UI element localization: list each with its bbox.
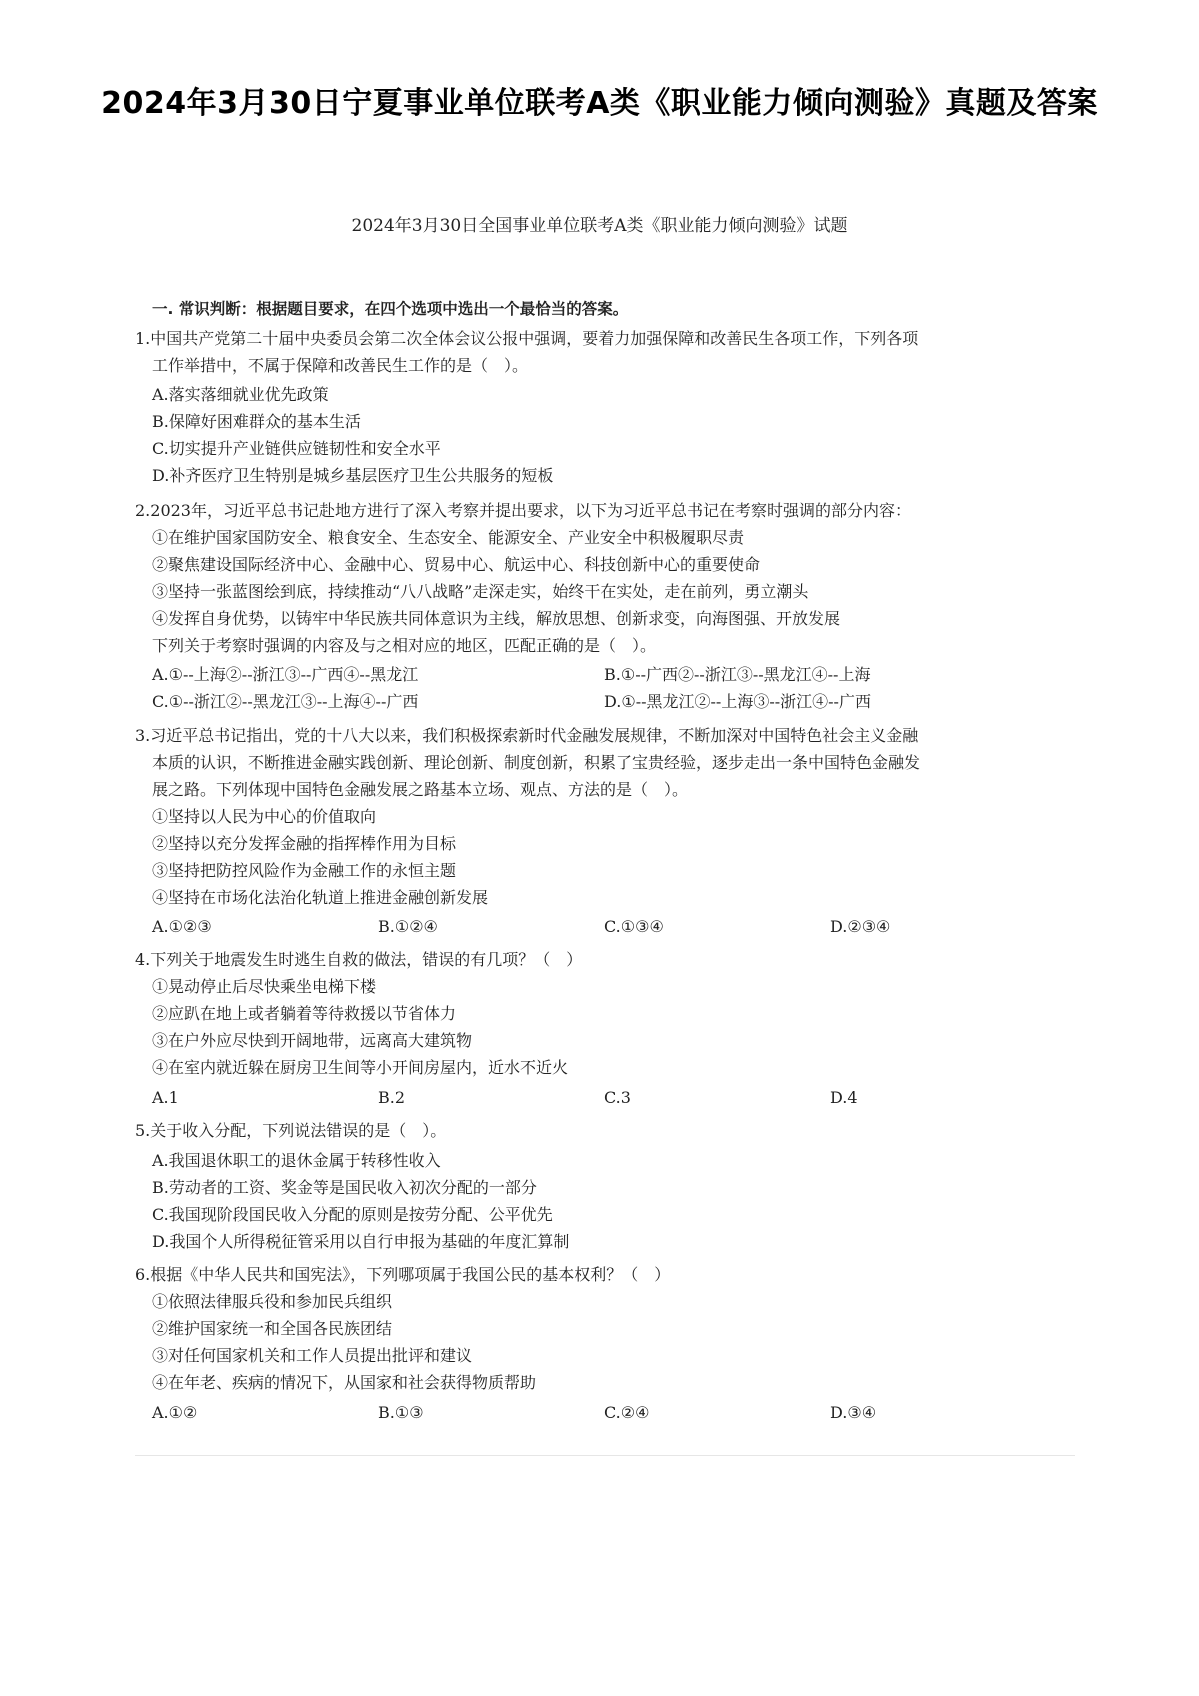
question-5-option-d: D.我国个人所得税征管采用以自行申报为基础的年度汇算制 bbox=[152, 1232, 570, 1251]
question-2-option-d: D.①--黑龙江②--上海③--浙江④--广西 bbox=[604, 692, 871, 711]
question-1-stem-line-2: 工作举措中，不属于保障和改善民生工作的是（ ）。 bbox=[152, 356, 529, 375]
question-6-item-1: ①依照法律服兵役和参加民兵组织 bbox=[152, 1292, 393, 1311]
question-4-item-3: ③在户外应尽快到开阔地带，远离高大建筑物 bbox=[152, 1031, 473, 1050]
question-2-item-4: ④发挥自身优势，以铸牢中华民族共同体意识为主线，解放思想、创新求变，向海图强、开放发展 bbox=[152, 609, 841, 628]
question-1-option-a: A.落实落细就业优先政策 bbox=[152, 385, 329, 404]
question-4-item-1: ①晃动停止后尽快乘坐电梯下楼 bbox=[152, 977, 377, 996]
question-6-option-b: B.①③ bbox=[378, 1403, 424, 1422]
question-2-stem-line-2: 下列关于考察时强调的内容及与之相对应的地区，匹配正确的是（ ）。 bbox=[152, 636, 657, 655]
question-2-option-a: A.①--上海②--浙江③--广西④--黑龙江 bbox=[152, 665, 419, 684]
question-6-item-4: ④在年老、疾病的情况下，从国家和社会获得物质帮助 bbox=[152, 1373, 537, 1392]
question-3-item-3: ③坚持把防控风险作为金融工作的永恒主题 bbox=[152, 861, 457, 880]
document-title: 2024年3月30日宁夏事业单位联考A类《职业能力倾向测验》真题及答案 bbox=[101, 86, 1098, 121]
question-3-option-c: C.①③④ bbox=[604, 917, 664, 936]
question-5-option-c: C.我国现阶段国民收入分配的原则是按劳分配、公平优先 bbox=[152, 1205, 553, 1224]
question-2-stem-line-1: 2.2023年，习近平总书记赴地方进行了深入考察并提出要求，以下为习近平总书记在考察时强调的部分内容： bbox=[135, 501, 911, 520]
question-5-stem: 5.关于收入分配，下列说法错误的是（ ）。 bbox=[135, 1121, 447, 1140]
question-6-option-d: D.③④ bbox=[830, 1403, 877, 1422]
question-3-option-b: B.①②④ bbox=[378, 917, 438, 936]
question-4-option-c: C.3 bbox=[604, 1088, 631, 1107]
question-3-item-4: ④坚持在市场化法治化轨道上推进金融创新发展 bbox=[152, 888, 489, 907]
page-divider bbox=[135, 1455, 1075, 1456]
exam-subtitle: 2024年3月30日全国事业单位联考A类《职业能力倾向测验》试题 bbox=[351, 216, 848, 236]
question-6-option-c: C.②④ bbox=[604, 1403, 650, 1422]
question-1-stem-line-1: 1.中国共产党第二十届中央委员会第二次全体会议公报中强调，要着力加强保障和改善民生各项工作，下列各项 bbox=[135, 329, 919, 348]
question-4-item-2: ②应趴在地上或者躺着等待救援以节省体力 bbox=[152, 1004, 457, 1023]
question-2-item-3: ③坚持一张蓝图绘到底，持续推动“八八战略”走深走实，始终干在实处，走在前列，勇立潮头 bbox=[152, 582, 809, 601]
question-3-stem-line-2: 本质的认识，不断推进金融实践创新、理论创新、制度创新，积累了宝贵经验，逐步走出一条中国特色金融发 bbox=[152, 753, 921, 772]
question-6-stem: 6.根据《中华人民共和国宪法》，下列哪项属于我国公民的基本权利？（ ） bbox=[135, 1265, 671, 1284]
question-2-option-c: C.①--浙江②--黑龙江③--上海④--广西 bbox=[152, 692, 419, 711]
question-2-option-b: B.①--广西②--浙江③--黑龙江④--上海 bbox=[604, 665, 871, 684]
question-4-option-b: B.2 bbox=[378, 1088, 406, 1107]
question-4-option-a: A.1 bbox=[152, 1088, 179, 1107]
question-3-item-1: ①坚持以人民为中心的价值取向 bbox=[152, 807, 377, 826]
question-3-stem-line-1: 3.习近平总书记指出，党的十八大以来，我们积极探索新时代金融发展规律，不断加深对中国特色社会主义金融 bbox=[135, 726, 919, 745]
question-3-option-a: A.①②③ bbox=[152, 917, 212, 936]
question-2-item-2: ②聚焦建设国际经济中心、金融中心、贸易中心、航运中心、科技创新中心的重要使命 bbox=[152, 555, 761, 574]
question-4-option-d: D.4 bbox=[830, 1088, 858, 1107]
question-1-option-b: B.保障好困难群众的基本生活 bbox=[152, 412, 361, 431]
question-6-option-a: A.①② bbox=[152, 1403, 198, 1422]
question-5-option-b: B.劳动者的工资、奖金等是国民收入初次分配的一部分 bbox=[152, 1178, 537, 1197]
question-5-option-a: A.我国退休职工的退休金属于转移性收入 bbox=[152, 1151, 441, 1170]
question-3-option-d: D.②③④ bbox=[830, 917, 891, 936]
question-4-item-4: ④在室内就近躲在厨房卫生间等小开间房屋内，近水不近火 bbox=[152, 1058, 569, 1077]
question-2-item-1: ①在维护国家国防安全、粮食安全、生态安全、能源安全、产业安全中积极履职尽责 bbox=[152, 528, 745, 547]
question-1-option-d: D.补齐医疗卫生特别是城乡基层医疗卫生公共服务的短板 bbox=[152, 466, 554, 485]
question-3-item-2: ②坚持以充分发挥金融的指挥棒作用为目标 bbox=[152, 834, 457, 853]
question-3-stem-line-3: 展之路。下列体现中国特色金融发展之路基本立场、观点、方法的是（ ）。 bbox=[152, 780, 689, 799]
question-1-option-c: C.切实提升产业链供应链韧性和安全水平 bbox=[152, 439, 441, 458]
question-6-item-3: ③对任何国家机关和工作人员提出批评和建议 bbox=[152, 1346, 473, 1365]
question-6-item-2: ②维护国家统一和全国各民族团结 bbox=[152, 1319, 393, 1338]
section-heading: 一. 常识判断：根据题目要求，在四个选项中选出一个最恰当的答案。 bbox=[152, 300, 629, 318]
question-4-stem: 4.下列关于地震发生时逃生自救的做法，错误的有几项？（ ） bbox=[135, 950, 583, 969]
